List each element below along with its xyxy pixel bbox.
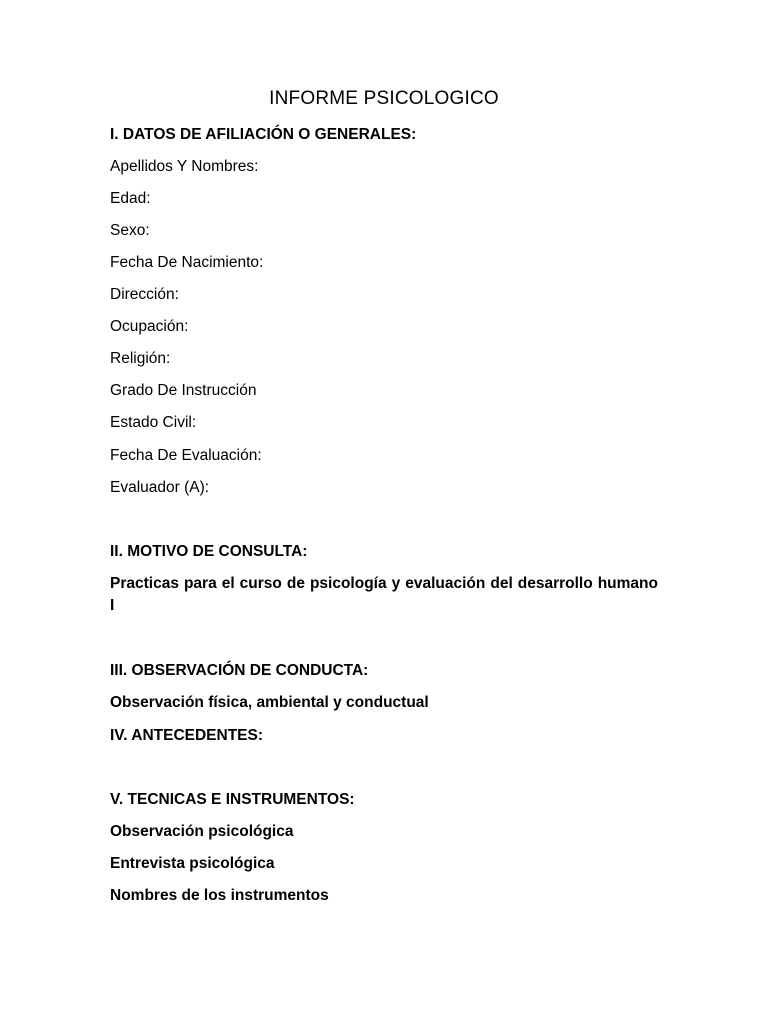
- field-religion: Religión:: [110, 350, 171, 367]
- tecnica-item: Observación psicológica: [110, 823, 294, 840]
- field-estado-civil: Estado Civil:: [110, 414, 197, 431]
- field-apellidos-nombres: Apellidos Y Nombres:: [110, 158, 259, 175]
- field-edad: Edad:: [110, 190, 151, 207]
- field-sexo: Sexo:: [110, 222, 150, 239]
- field-ocupacion: Ocupación:: [110, 318, 189, 335]
- section-heading-datos-generales: I. DATOS DE AFILIACIÓN O GENERALES:: [110, 126, 417, 143]
- observacion-conducta-text: Observación física, ambiental y conductual: [110, 694, 429, 711]
- section-heading-motivo-consulta: II. MOTIVO DE CONSULTA:: [110, 543, 308, 560]
- tecnica-item: Entrevista psicológica: [110, 855, 275, 872]
- motivo-consulta-text: Practicas para el curso de psicología y evaluación del desarrollo humano I: [110, 575, 658, 614]
- section-heading-tecnicas-instrumentos: V. TECNICAS E INSTRUMENTOS:: [110, 791, 355, 808]
- tecnica-item: Nombres de los instrumentos: [110, 887, 329, 904]
- document-title: INFORME PSICOLOGICO: [269, 88, 499, 109]
- field-direccion: Dirección:: [110, 286, 179, 303]
- section-heading-observacion-conducta: III. OBSERVACIÓN DE CONDUCTA:: [110, 662, 369, 679]
- field-grado-instruccion: Grado De Instrucción: [110, 382, 257, 399]
- field-evaluador: Evaluador (A):: [110, 479, 210, 496]
- section-heading-antecedentes: IV. ANTECEDENTES:: [110, 727, 264, 744]
- field-fecha-evaluacion: Fecha De Evaluación:: [110, 447, 262, 464]
- field-fecha-nacimiento: Fecha De Nacimiento:: [110, 254, 264, 271]
